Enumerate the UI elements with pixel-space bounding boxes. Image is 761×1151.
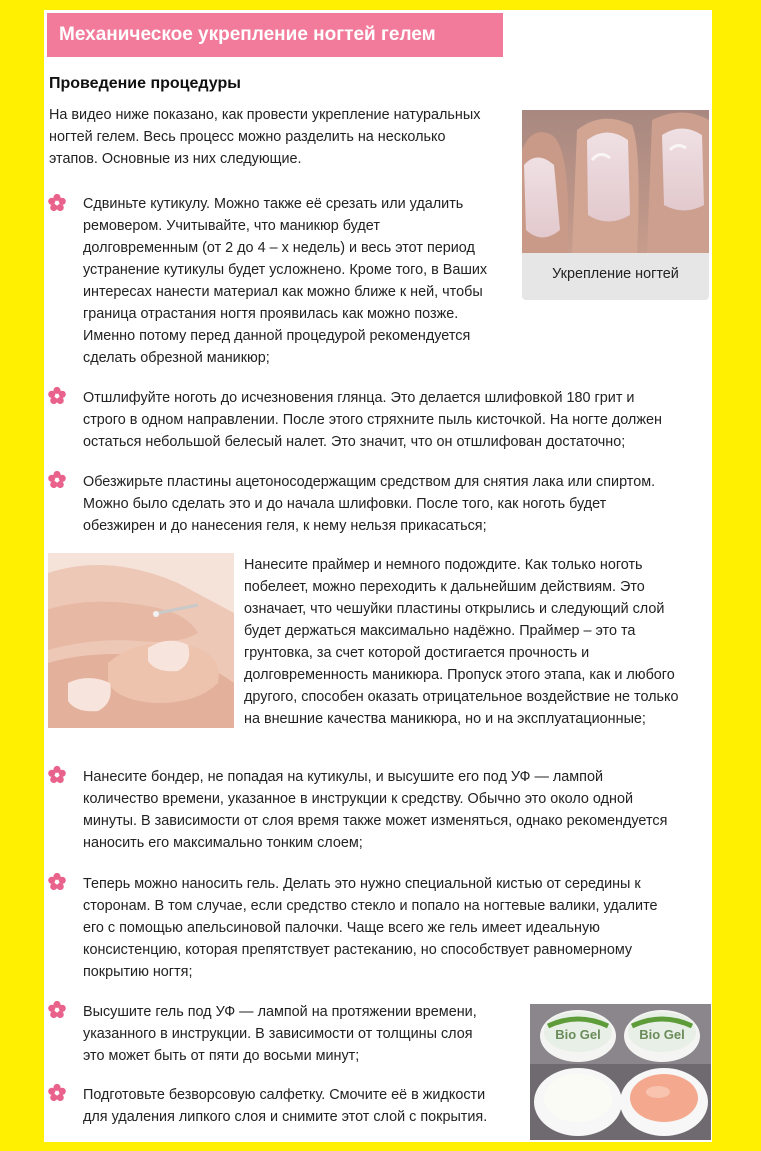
step-line: интересах нанести материал как можно ближе к ней, чтобы — [83, 284, 483, 300]
step-2 — [83, 387, 711, 453]
flower-bullet-icon — [47, 193, 67, 213]
step-line: Отшлифуйте ноготь до исчезновения глянца. Это делается шлифовкой 180 грит и — [83, 390, 635, 406]
step-line: Сдвиньте кутикулу. Можно также её срезать или удалить — [83, 196, 464, 212]
step-line: минуты. В зависимости от слоя время также может изменяться, однако рекомендуется — [83, 813, 668, 829]
step-line: его с помощью апельсиновой палочки. Чаще всего же гель имеет идеальную — [83, 920, 600, 936]
step-line: сделать обрезной маникюр; — [83, 350, 270, 366]
step-line: Высушите гель под УФ — лампой на протяжении времени, — [83, 1004, 477, 1020]
title-banner — [47, 13, 503, 57]
figure-nails — [522, 110, 709, 300]
step-line: указанного в инструкции. В зависимости от толщины слоя — [83, 1026, 473, 1042]
flower-bullet-icon — [47, 765, 67, 785]
step-line: сторонам. В том случае, если средство стекло и попало на ногтевые валики, удалите — [83, 898, 658, 914]
step-line: ремовером. Учитывайте, что маникюр будет — [83, 218, 380, 234]
intro-line: ногтей гелем. Весь процесс можно разделить на несколько — [49, 129, 446, 145]
step-line: означает, что чешуйки пластины открылись и следующий слой — [244, 601, 665, 617]
article — [44, 10, 712, 1142]
step-line: Именно потому перед данной процедурой рекомендуется — [83, 328, 471, 344]
step-line: количество времени, указанное в инструкции к средству. Обычно это около одной — [83, 791, 634, 807]
jar-label: Bio Gel — [555, 1027, 601, 1042]
step-line: обезжирен и до нанесения геля, к нему нельзя прикасаться; — [83, 518, 487, 534]
step-7 — [83, 1001, 523, 1067]
step-line: грунтовка, за счет которой достигается прочность и — [244, 645, 590, 661]
flower-bullet-icon — [47, 872, 67, 892]
step-line: граница отрастания ногтя проявилась как можно позже. — [83, 306, 459, 322]
primer-photo — [48, 553, 234, 728]
step-line: побелеет, можно переходить к дальнейшим действиям. Это — [244, 579, 645, 595]
step-line: остаться небольшой белесый налет. Это значит, что он отшлифован достаточно; — [83, 434, 626, 450]
page-title: Механическое укрепление ногтей гелем — [59, 24, 436, 45]
step-line: Обезжирьте пластины ацетоносодержащим средством для снятия лака или спиртом. — [83, 474, 656, 490]
step-line: Подготовьте безворсовую салфетку. Смочите её в жидкости — [83, 1087, 486, 1103]
flower-bullet-icon — [47, 470, 67, 490]
jar-label: Bio Gel — [639, 1027, 685, 1042]
step-line: будет держаться максимально надёжно. Праймер – это та — [244, 623, 636, 639]
intro-paragraph — [49, 104, 519, 170]
step-line: долговременность маникюра. Пропуск этого этапа, как и любого — [244, 667, 675, 683]
step-line: долговременным (от 2 до 4 – х недель) и весь этот период — [83, 240, 475, 256]
step-line: покрытию ногтя; — [83, 964, 193, 980]
step-line: Нанесите бондер, не попадая на кутикулы, и высушите его под УФ — лампой — [83, 769, 604, 785]
step-line: это может быть от пяти до восьми минут; — [83, 1048, 360, 1064]
step-line: другого, способен оказать отрицательное воздействие не только — [244, 689, 679, 705]
intro-line: этапов. Основные из них следующие. — [49, 151, 302, 167]
step-4 — [244, 554, 712, 730]
step-line: для удаления липкого слоя и снимите этот слой с покрытия. — [83, 1109, 488, 1125]
step-6 — [83, 873, 711, 983]
step-line: строго в одном направлении. После этого стряхните пыль кисточкой. На ногте должен — [83, 412, 662, 428]
step-line: Нанесите праймер и немного подождите. Как только ноготь — [244, 557, 643, 573]
step-line: Можно было сделать это и до начала шлифовки. После того, как ноготь будет — [83, 496, 607, 512]
step-3 — [83, 471, 711, 537]
flower-bullet-icon — [47, 1000, 67, 1020]
flower-bullet-icon — [47, 386, 67, 406]
step-line: на внешние качества маникюра, но и на эксплуатационные; — [244, 711, 646, 727]
nails-photo — [522, 110, 709, 253]
section-heading: Проведение процедуры — [49, 75, 241, 92]
intro-line: На видео ниже показано, как провести укрепление натуральных — [49, 107, 481, 123]
biogel-photo — [530, 1004, 711, 1140]
step-line: консистенцию, которая препятствует растеканию, но способствует равномерному — [83, 942, 633, 958]
step-1 — [83, 193, 523, 369]
step-line: устранение кутикулы будет усложнено. Кроме того, в Ваших — [83, 262, 488, 278]
step-8 — [83, 1084, 523, 1128]
step-line: Теперь можно наносить гель. Делать это нужно специальной кистью от середины к — [83, 876, 641, 892]
step-5 — [83, 766, 711, 854]
step-line: наносить его максимально тонким слоем; — [83, 835, 363, 851]
figure-caption: Укрепление ногтей — [552, 266, 679, 282]
flower-bullet-icon — [47, 1083, 67, 1103]
